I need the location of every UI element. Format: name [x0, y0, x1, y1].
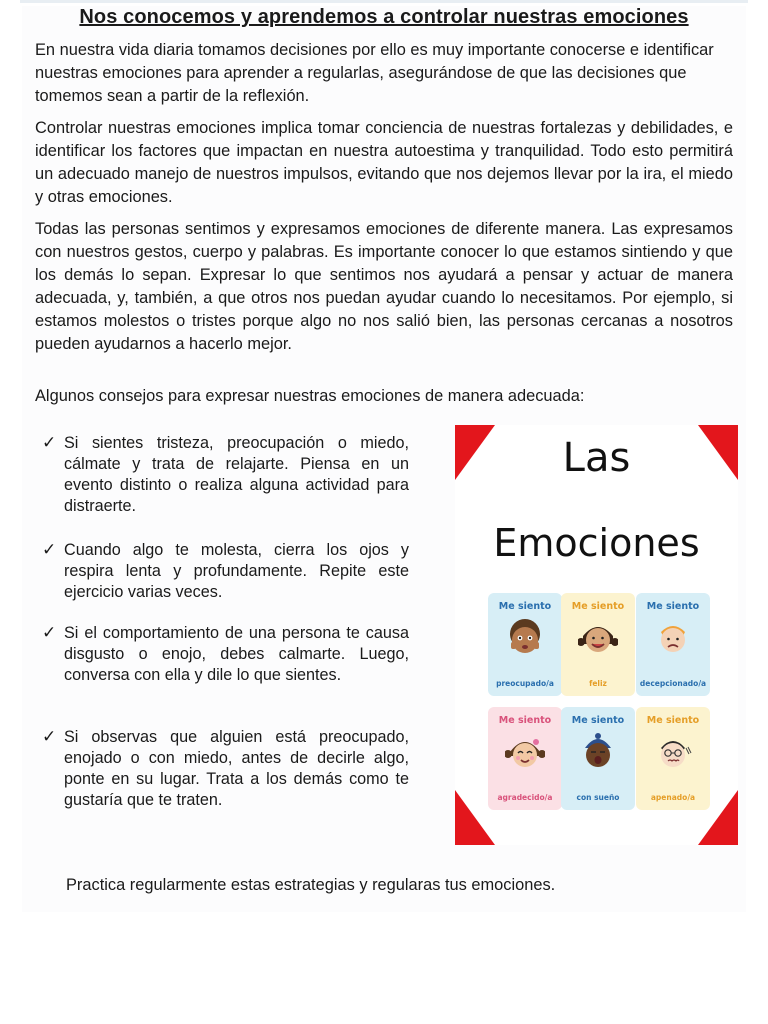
card-caption-top: Me siento — [498, 601, 552, 612]
sleepy-face-icon — [578, 732, 618, 772]
tip-text: Si el comportamiento de una persona te causa disgusto o enojo, debes calmarte. Luego, conversa con ella y dile lo que sientes. — [64, 624, 409, 684]
paragraph-control: Controlar nuestras emociones implica tomar conciencia de nuestras fortalezas y debilidades, e identificar los factores que impactan en nuestra autoestima y tranquilidad. Todo esto permitirá un adecuado manejo de nuestros impulsos, evitando que nos dejemos llevar por la ira, el miedo y otras emociones. — [35, 119, 733, 206]
tip-text: Cuando algo te molesta, cierra los ojos y respira lenta y profundamente. Repite este ejercicio varias veces. — [64, 541, 409, 601]
emotion-card-sleepy — [561, 707, 635, 810]
emotions-poster — [455, 425, 738, 845]
poster-title-line2: Emociones — [493, 521, 700, 565]
card-caption-bottom: preocupado/a — [496, 679, 554, 688]
poster-title-line1: Las — [562, 435, 631, 481]
card-caption-bottom: feliz — [589, 679, 607, 688]
card-caption-bottom: con sueño — [576, 793, 620, 802]
emotion-card-disappointed — [636, 593, 710, 696]
check-icon: ✓ — [42, 433, 57, 452]
check-icon: ✓ — [42, 623, 57, 642]
emotion-card-worried — [488, 593, 562, 696]
card-caption-top: Me siento — [571, 601, 625, 612]
paragraph-intro: En nuestra vida diaria tomamos decisiones por ello es muy importante conocerse e identificar nuestras emociones para aprender a regularlas, asegurándose de que las decisiones que tomemos sean a partir de la reflexión. — [35, 41, 714, 105]
card-caption-top: Me siento — [646, 601, 700, 612]
happy-face-icon — [578, 618, 618, 658]
check-icon: ✓ — [42, 540, 57, 559]
emotion-card-happy — [561, 593, 635, 696]
card-caption-bottom: decepcionado/a — [639, 679, 707, 688]
page-title: Nos conocemos y aprendemos a controlar nuestras emociones — [79, 6, 689, 28]
paragraph-tips-intro: Algunos consejos para expresar nuestras emociones de manera adecuada: — [35, 387, 585, 405]
emotion-card-embarrassed — [636, 707, 710, 810]
tip-text: Si observas que alguien está preocupado, enojado o con miedo, antes de decirle algo, ponte en su lugar. Trata a los demás como te gustaría que te traten. — [64, 728, 409, 809]
card-caption-top: Me siento — [498, 715, 552, 726]
tip-text: Si sientes tristeza, preocupación o miedo, cálmate y trata de relajarte. Piensa en un evento distinto o realiza alguna actividad para distraerte. — [64, 434, 409, 515]
card-caption-top: Me siento — [646, 715, 700, 726]
worried-face-icon — [505, 618, 545, 658]
top-rule — [20, 0, 748, 3]
card-caption-bottom: agradecido/a — [497, 793, 553, 802]
embarrassed-face-icon — [653, 732, 693, 772]
card-caption-top: Me siento — [571, 715, 625, 726]
closing-sentence: Practica regularmente estas estrategias y regularas tus emociones. — [66, 876, 556, 894]
paragraph-express: Todas las personas sentimos y expresamos emociones de diferente manera. Las expresamos con nuestros gestos, cuerpo y palabras. Es importante conocer lo que estamos sintiendo y que los demás lo sepan. Expresar lo que sentimos nos ayudará a pensar y actuar de manera adecuada, y, también, a que otros nos puedan ayudar cuando lo necesitamos. Por ejemplo, si estamos molestos o tristes porque algo no nos salió bien, las personas cercanas a nosotros pueden ayudarnos a hacerlo mejor. — [35, 220, 733, 353]
disappointed-face-icon — [653, 618, 693, 658]
card-caption-bottom: apenado/a — [650, 793, 696, 802]
emotion-card-grateful — [488, 707, 562, 810]
check-icon: ✓ — [42, 727, 57, 746]
grateful-face-icon — [505, 732, 545, 772]
